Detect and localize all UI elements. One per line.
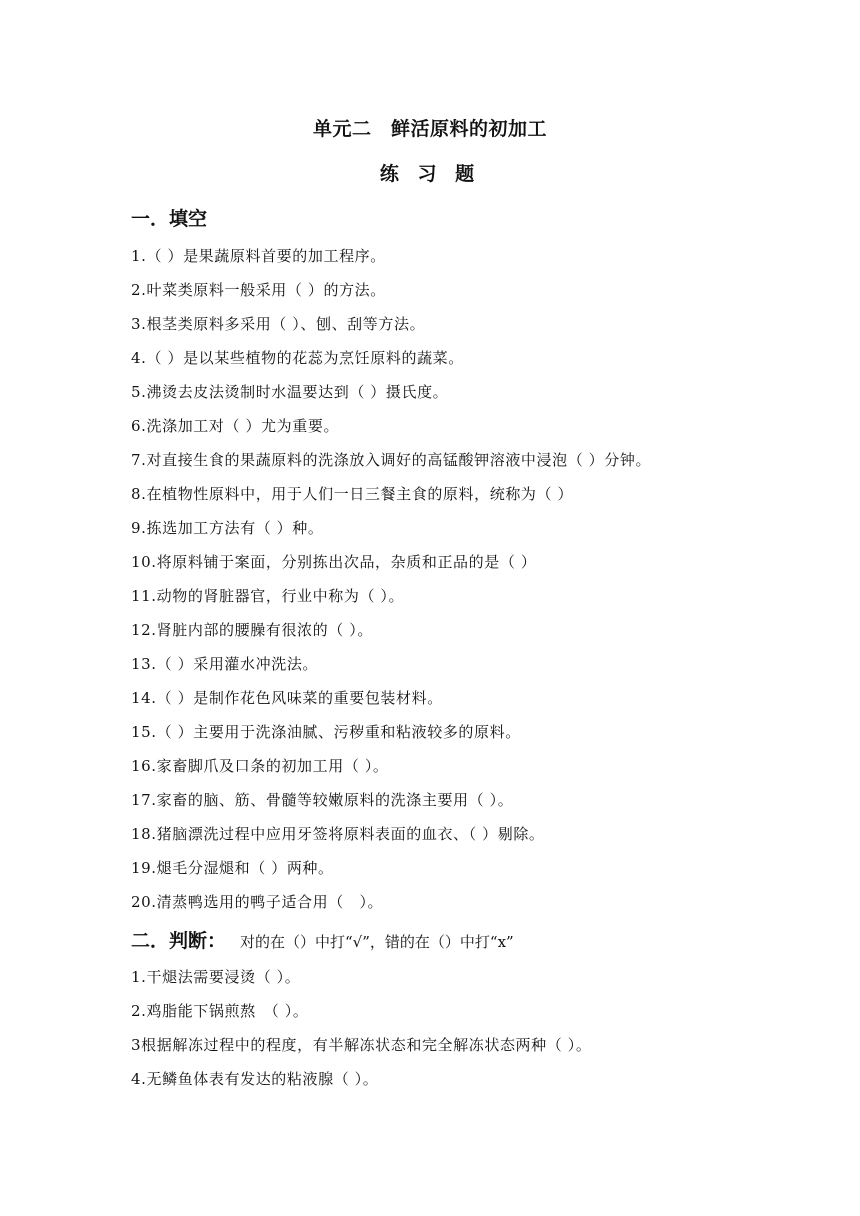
question-item: 4.（ ）是以某些植物的花蕊为烹饪原料的蔬菜。: [131, 349, 464, 367]
question-item: 5.沸烫去皮法烫制时水温要达到（ ）摄氏度。: [131, 383, 449, 401]
true-false-question-list: [131, 966, 751, 1102]
section-instruction: 对的在（）中打“√”，错的在（）中打“x”: [240, 933, 514, 951]
true-false-section-heading: [131, 926, 514, 953]
question-item: 7.对直接生食的果蔬原料的洗涤放入调好的高锰酸钾溶液中浸泡（ ）分钟。: [131, 451, 652, 469]
question-item: 8.在植物性原料中，用于人们一日三餐主食的原料，统称为（ ）: [131, 485, 574, 503]
fill-in-question-list: [131, 245, 751, 925]
question-item: 15.（ ）主要用于洗涤油腻、污秽重和粘液较多的原料。: [131, 723, 521, 741]
question-item: 19.煺毛分湿煺和（ ）两种。: [131, 859, 334, 877]
unit-title: 单元二 鲜活原料的初加工: [312, 118, 547, 140]
question-item: 13.（ ）采用灌水冲洗法。: [131, 655, 319, 673]
question-item: 20.清蒸鸭选用的鸭子适合用（ ）。: [131, 893, 384, 911]
fill-in-section-heading: [131, 204, 207, 231]
question-item: 6.洗涤加工对（ ）尤为重要。: [131, 417, 340, 435]
question-item: 12.肾脏内部的腰臊有很浓的（ ）。: [131, 621, 373, 639]
question-item: 3根据解冻过程中的程度，有半解冻状态和完全解冻状态两种（ ）。: [131, 1036, 592, 1054]
question-item: 11.动物的肾脏器官，行业中称为（ ）。: [131, 587, 405, 605]
question-item: 2.鸡脂能下锅煎熬 （ ）。: [131, 1002, 309, 1020]
section-heading-text: 一．填空: [131, 208, 208, 230]
question-item: 17.家畜的脑、筋、骨髓等较嫩原料的洗涤主要用（ ）。: [131, 791, 514, 809]
question-item: 1.（ ）是果蔬原料首要的加工程序。: [131, 247, 386, 265]
question-item: 9.拣选加工方法有（ ）种。: [131, 519, 324, 537]
question-item: 3.根茎类原料多采用（ ）、刨、刮等方法。: [131, 315, 426, 333]
question-item: 16.家畜脚爪及口条的初加工用（ ）。: [131, 757, 389, 775]
question-item: 2.叶菜类原料一般采用（ ）的方法。: [131, 281, 386, 299]
question-item: 1.干煺法需要浸烫（ ）。: [131, 968, 301, 986]
exercise-title: 练 习 题: [379, 163, 481, 185]
question-item: 4.无鳞鱼体表有发达的粘液腺（ ）。: [131, 1070, 379, 1088]
section-heading-text: 二．判断：: [131, 930, 227, 952]
question-item: 10.将原料铺于案面，分别拣出次品，杂质和正品的是（ ）: [131, 553, 537, 571]
question-item: 14.（ ）是制作花色风味菜的重要包装材料。: [131, 689, 443, 707]
question-item: 18.猪脑漂洗过程中应用牙签将原料表面的血衣、（ ）剔除。: [131, 825, 545, 843]
